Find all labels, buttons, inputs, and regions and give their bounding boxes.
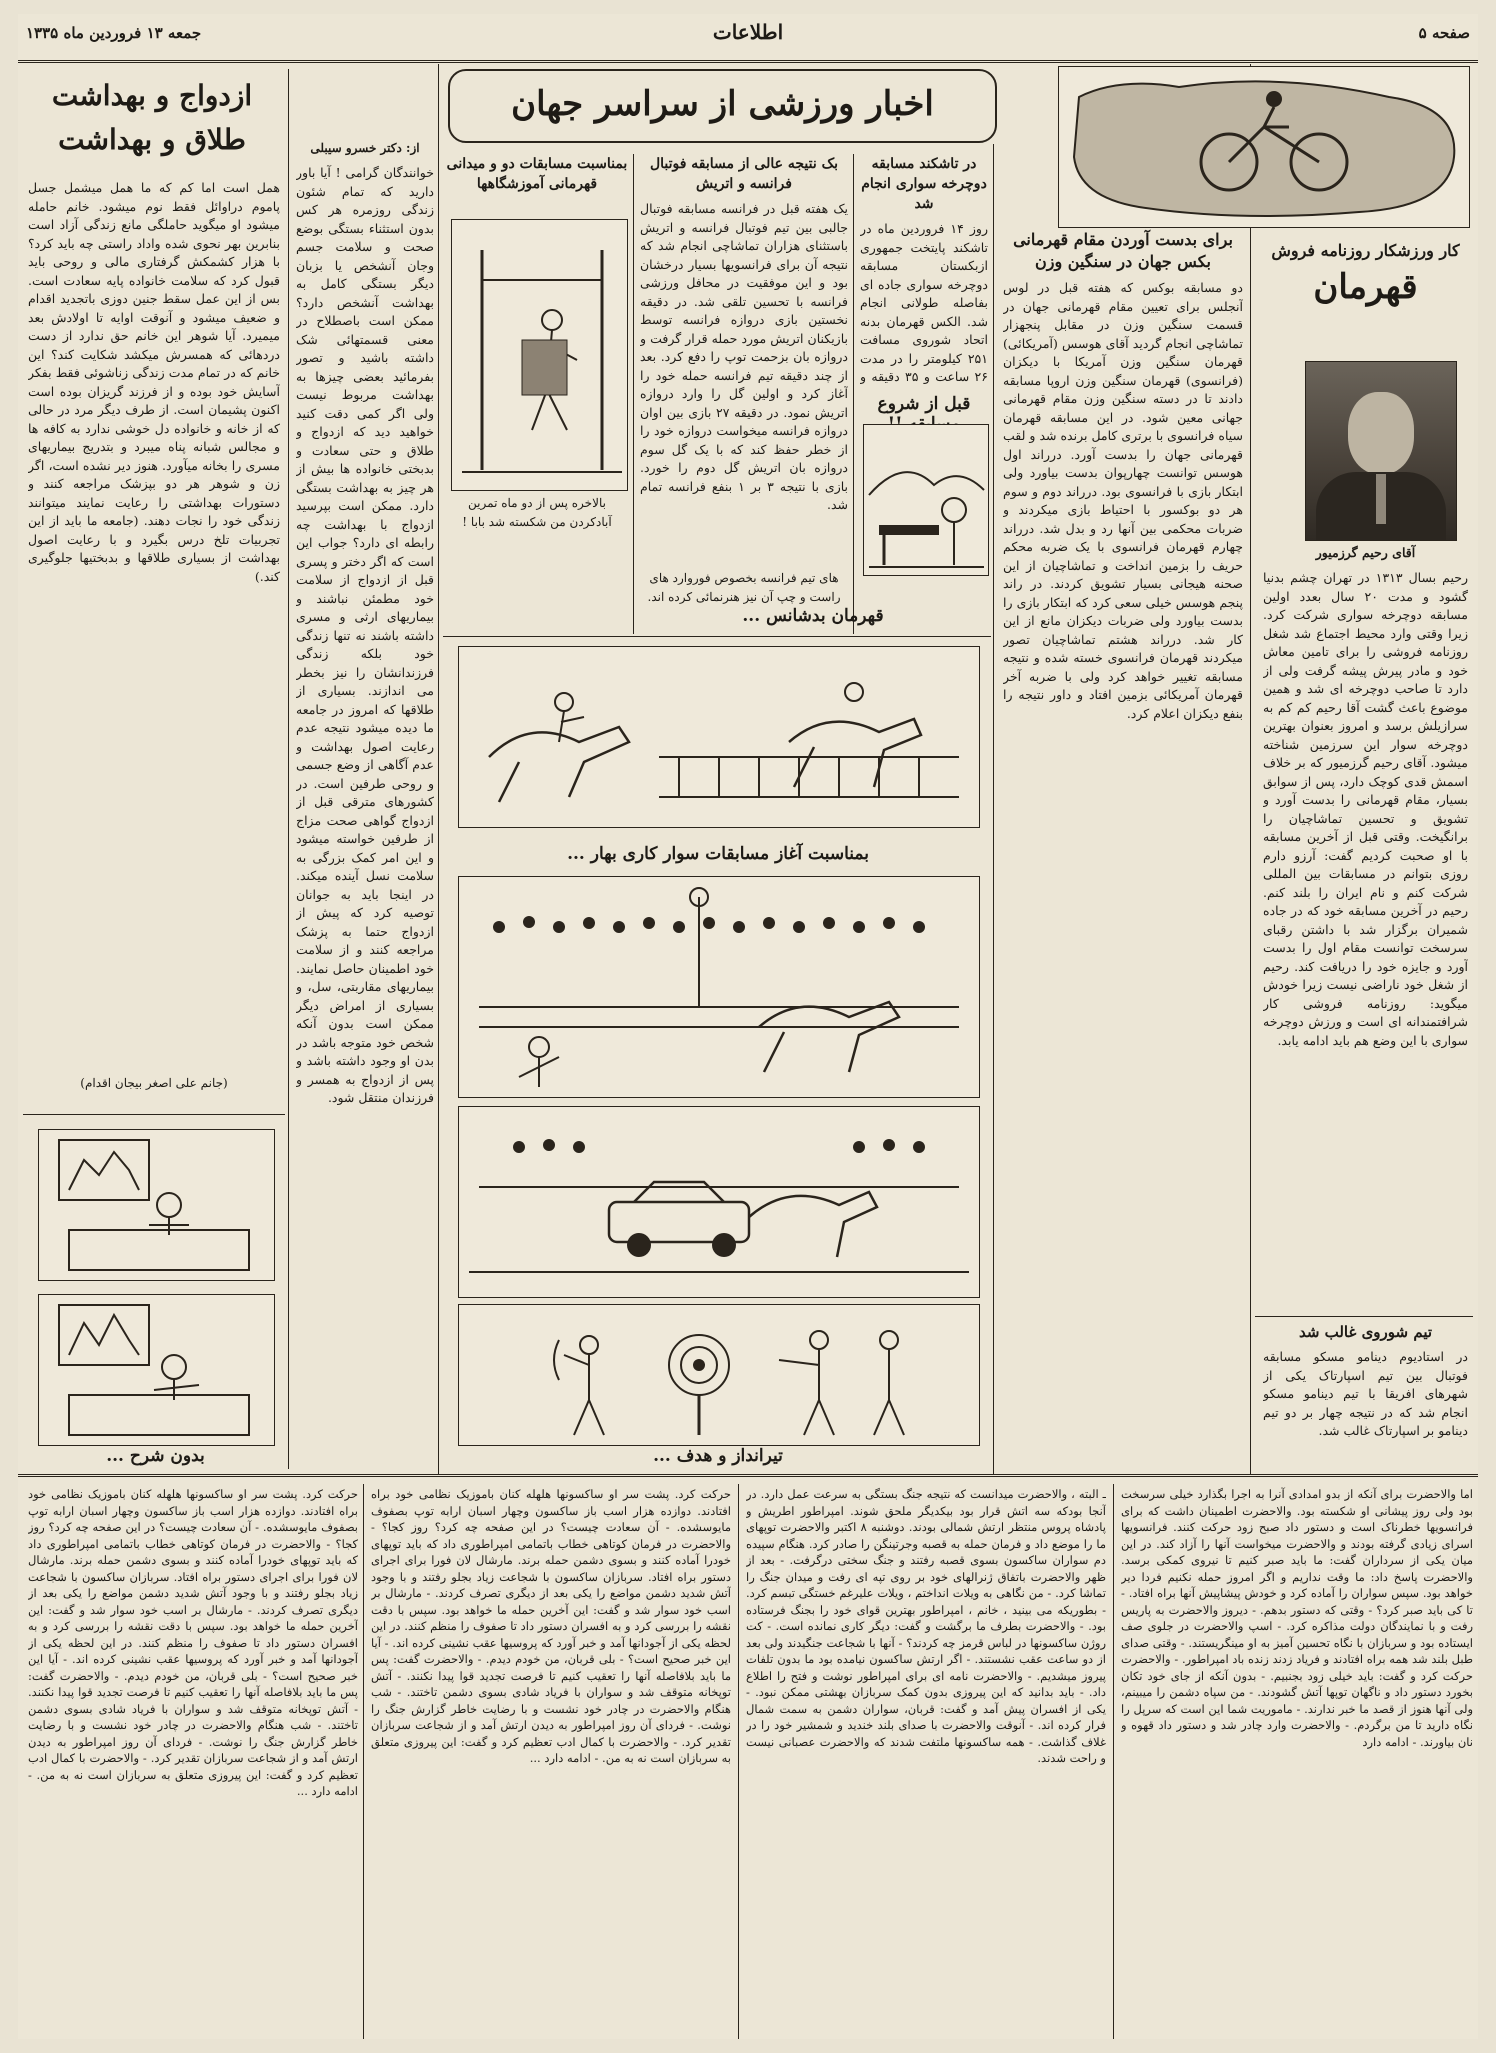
health-title-1: ازدواج و بهداشت xyxy=(51,79,253,112)
photo-caption: آقای رحیم گرزمیور xyxy=(1315,545,1416,560)
column-rule xyxy=(853,154,854,634)
football-title: بک نتیجه عالی از مسابقه فوتبال فرانسه و اتریش xyxy=(649,156,839,192)
football-caption: های تیم فرانسه بخصوص فوروارد های راست و چپ آن نیز هنرنمائی کرده اند. xyxy=(647,571,841,604)
serial-column-4: حرکت کرد. پشت سر او ساکسونها هلهله کنان باموزیک نظامی خود براه افتادند. دوازده هزار اسب باز ساکسون وچهار اسبان ارابه توپ بصفوف مایوسشده. - آن سعادت چیست؟ در این صفحه چه کرد؟ روز کجا؟ - والاحضرت در فرمان کوتاهی خطاب باتمامی امپراطوری داد که باید توپهای خودرا آماده کنند و بسوی دشمن حمله برند. مارشال لان فورا برای اجرای دستور براه افتاد. سربازان ساکسون با شجاعت زیاد بجلو رفتند و با وجود آتش شدید دشمن مواضع را یکی بعد از دیگری تصرف کردند. - مارشال بر اسب خود سوار شد و گفت: این آخرین حمله ما خواهد بود. سپس با دقت نقشه را بررسی کرد و به افسران دستور داد تا صفوف را منظم کنند. در این لحظه یکی از آجودانها آمد و خبر آورد که پروسیها عقب نشینی کرده اند. - آیا این خبر صحیح است؟ - بلی قربان، من خودم دیدم. - والاحضرت گفت: پس ما باید بلافاصله آنها را تعقیب کنیم تا فرصت تجدید قوا پیدا نکنند. - آتش توپخانه متوقف شد و سواران با فریاد شادی بسوی دشمن تاختند. - شب هنگام والاحضرت در چادر خود نشست و با رضایت خاطر گزارش جنگ را نوشت. - فردای آن روز امپراطور به دیدن ارتش آمد و از شجاعت سربازان تقدیر کرد. - والاحضرت با کمال ادب تعظیم کرد و گفت: این پیروزی متعلق به سربازان است نه به من. - ادامه دارد ... xyxy=(28,1487,358,1798)
soviet-article xyxy=(1263,1322,1468,1470)
column-rule xyxy=(438,64,439,1474)
seller-heading xyxy=(1263,239,1468,349)
column-rule xyxy=(1113,1484,1114,2039)
health-heading-small xyxy=(296,69,434,169)
before-race-caption: قبل از شروع xyxy=(877,394,971,414)
boxing-title: برای بدست آوردن مقام قهرمانی بکس جهان در سنگین وزن xyxy=(1013,230,1233,271)
sports-banner: اخبار ورزشی از سراسر جهان xyxy=(448,69,997,143)
high-jump-cartoon xyxy=(451,219,628,491)
boxing-article xyxy=(1003,229,1243,1469)
section-rule xyxy=(23,1114,285,1115)
seller-kicker: کار ورزشکار روزنامه فروش xyxy=(1271,241,1460,260)
seller-article-body: رحیم بسال ۱۳۱۳ در تهران چشم بدنیا گشود و مدت ۲۰ سال بعدد اولین مسابقه دوچرخه سواری شرکت کرد. زیرا وقتی وارد محیط اجتماع شد شغل روزنامه فروشی را برای تامین معاش خود و مادر پیرش پیشه گرفت ولی از دارد تا صاحب دوچرخه ای شد و همین موضوع باعث گشت آقا رحیم کم کم به سرازیلش برسد و امروز بعنوان بهترین دوچرخه سوار این سرزمین شناخته میشود. آقای رحیم گرزمیور که بر خلاف اسمش قدی کوچک دارد، پس از سوابق بسیار، مقام قهرمانی را بدست آورد و تشویق و تحسین تماشاچیان را برانگیخت. وقتی قبل از آخرین مسابقه با او صحبت کردیم گفت: آرزو دارم روزی بتوانم در مسابقات بین المللی شرکت کنم و نام ایران را بلند کنم. رحیم در آخرین مسابقه خود که در جاده شمیران برگزار شد با داشتن رقبای سرسخت توانست مقام اول را بدست آورد و جایزه خود را دریافت کند. رحیم از شغل خود ناراضی نیست زیرا خودش میگوید: روزنامه فروشی کار شرافتمندانه ای است و ورزش دوچرخه سواری با این وضع هم باید ادامه یابد. xyxy=(1263,570,1468,1048)
column-rule xyxy=(738,1484,739,2039)
serial-column-2: ـ البته ، والاحضرت میدانست که نتیجه جنگ بستگی به سرعت عمل دارد. در آنجا بودکه سه اتش قرار بود بیکدیگر ملحق شوند. امپراطور اطریش و پادشاه پروس منتظر ارتش شمالی بودند. دوشنبه ۸ اکتبر والاحضرت توپهای ما را موضع داد و فرمان حمله به قصبه وجرتینگن را صادر کرد. هنگام سپیده دم سواران ساکسون بسوی قصبه رفتند و جنگ سختی درگرفت. - بعد از ظهر والاحضرت باتفاق ژنرالهای خود بر روی تپه ای رفت و میدان جنگ را تماشا کرد. - من نگاهی به ویلات انداختم ، ویلات علیرغم خستگی تبسم کرد. - بطوریکه می بینید ، خانم ، امپراطور بهترین قوای خود را بجنگ فرستاده بود. - والاحضرت بطرف ما برگشت و گفت: دیگر کاری نمانده است. - کت روژن ساکسونها در لباس قرمز چه کردند؟ - آنها با شجاعت جنگیدند ولی بعد از دو ساعت عقب نشستند. - اگر ارتش ساکسون نیامده بود ما بدون تلفات پیروز میشدیم. - والاحضرت نامه ای برای امپراطور نوشت و فتح را اطلاع داد. - باید بدانید که این پیروزی بدون کمک سربازان بهشتی ممکن نبود. - یکی از افسران پیش آمد و گفت: قربان، سواران دشمن به سمت شمال فرار کرده اند. - آنوقت والاحضرت با صدای بلند خندید و شمشیر خود را در غلاف گذاشت. - همه ساکسونها ملتفت شدند که والاحضرت عصبانی نیست و راحت شدند. xyxy=(746,1487,1106,1765)
competition-caption: بالاخره پس از دو ماه تمرین آبادکردن من شکسته شد بابا ! xyxy=(462,496,612,529)
competition-title: بمناسبت مسابقات دو و میدانی قهرمانی آموزشگاهها xyxy=(446,156,628,192)
column-rule xyxy=(633,154,634,634)
section-rule xyxy=(1255,1316,1473,1317)
football-article xyxy=(640,154,848,614)
no-comment-caption: بدون شرح ... xyxy=(106,1446,205,1466)
riding-season-caption: بمناسبت آغاز مسابقات سوار کاری بهار ... xyxy=(567,844,869,864)
health-body-b: همل است اما کم که ما همل میشمل جسل پاموم دراوائل فقط نوم میشود. خانم حامله میشود او میگوید حاملگی مانع زندگی آزاد است بنابرین بهر نحوی شده واداد راستی چه باید کرد؟ با هزار کشمکش گرفتاری مالی و روحی باید قبول کرد که سلامت خانواده پایه سعادت است. بس از این عمل سقط جنین دوزی باتجدید اقدام و ضعیف میشود و آنوقت اوایه تا اولادش بعد میمیرد. آیا شوهر این خانم حق ندارد از دست دردهائی که همسرش میکشد شکایت کند؟ این خانم که در تمام مدت زندگی زناشوئی فقط بفکر آسایش خود بوده و از فرزند گریزان بوده است اکنون پشیمان است. از طرف دیگر مرد در حالی که از خانه و خانواده دل خوشی ندارد به کافه ها و مجالس شبانه پناه میبرد و بتدریج بیماریهای مسری را بخانه میآورد. هنوز دیر نشده است، اگر زن و شوهر هر دو بپزشک مراجعه کنند و دستورات بهداشتی را رعایت نمایند میتوانند زندگی خود را نجات دهند. (جامعه ما باید از این تجربیات تلخ درس بگیرد و با رعایت اصول بهداشت از بسیاری طلاقها و بدبختیها جلوگیری کند.) xyxy=(28,180,280,584)
paper-name: اطلاعات xyxy=(712,20,784,44)
office-cartoon-1 xyxy=(38,1129,275,1281)
archer-cartoon xyxy=(458,1304,980,1446)
tashkent-article xyxy=(860,154,988,384)
health-body-a: خوانندگان گرامی ! آیا باور دارید که تمام شئون زندگی روزمره هر کس بدون استثناء بستگی بوضع صحت و سلامت جسم وجان آنشخص یا بزبان دیگر بستگی کامل به بهداشت آنشخص دارد؟ ممکن است باصطلاح در معنی قسمتهائی شک داشته باشید و تصور بفرمائید بعضی چیزها به بهداشت مربوط نیست ولی اگر کمی دقت کنید خواهید دید که ازدواج و طلاق و حتی سعادت و بدبختی خانواده ها بیش از هر چیز به بهداشت بستگی دارد. ممکن است بپرسید ازدواج با بهداشت چه رابطه ای دارد؟ جواب این است که اگر دختر و پسری قبل از ازدواج از سلامت خود مطمئن نباشند و بیماریهای ارثی و مسری داشته باشند نه تنها زندگی خود بلکه زندگی فرزندانشان را نیز بخطر می اندازند. بسیاری از طلاقها که امروز در جامعه ما دیده میشود نتیجه عدم رعایت اصول بهداشت و عدم آگاهی از وضع جسمی و روحی طرفین است. در کشورهای مترقی قبل از ازدواج گواهی صحت مزاج از طرفین خواسته میشود و این امر کمک بزرگی به سلامت نسل آینده میکند. در اینجا باید به جوانان توصیه کرد که پیش از ازدواج حتما به پزشک مراجعه کنند و از سلامت خود اطمینان حاصل نمایند. بیماریهای مقاربتی، سل، و بسیاری از امراض دیگر ممکن است بدون آنکه شخص خود متوجه باشد در بدن او وجود داشته باشد و پس از ازدواج به همسر و فرزندان منتقل شود. xyxy=(296,165,434,1105)
unlucky-caption: قهرمان بدشانس ... xyxy=(742,606,884,626)
race-start-cartoon xyxy=(863,424,989,576)
boxing-body: دو مسابقه بوکس که هفته قبل در لوس آنجلس برای تعیین مقام قهرمانی جهان در قسمت سنگین وزن در مقابل پنجهزار تماشاچی انجام گردید آقای هوسس (آمریکائی) قهرمان سنگین وزن آمریکا با دیکزان (فرانسوی) قهرمان سنگین وزن اروپا مسابقه دادند تا در دسته سنگین وزن مقام قهرمانی جهانی معین شود. در این مسابقه قهرمان سیاه فرانسوی با برتری کامل برنده شد و لقب قهرمانی جهان را بدست آورد. درراند اول هوسس توانست چهارپوان بدست بیاورد ولی ابتکار بازی با فرانسوی بود. درراند دوم و سوم هر دو بوکسور با احتیاط بازی میکردند و ضربات محکمی بین آنها رد و بدل شد. درراند چهارم قهرمان فرانسوی با یک ضربه محکم حریف را بزمین انداخت و تماشاچیان از این صحنه هیجانی بسیار تشویق کردند. در راند پنجم هوسس خیلی سعی کرد که ابتکار بازی را بدست بیاورد ولی ضربات دیکزان مانع از این کار شد. درراند هشتم تماشاچیان تصور میکردند قهرمان فرانسوی خسته شده و نتیجه مسابقه تغییر خواهد کرد ولی با ضربه آخر قهرمان آمریکائی بزمین افتاد و داور نتیجه را بنفع دیکزان اعلام کرد. xyxy=(1003,280,1243,721)
health-author: از: دکتر خسرو سیبلی xyxy=(310,141,420,155)
health-title-2: طلاق و بهداشت xyxy=(58,123,246,156)
page-number: صفحه ۵ xyxy=(1418,24,1470,42)
column-rule xyxy=(288,69,289,1469)
section-rule xyxy=(443,636,991,637)
office-cartoon-2 xyxy=(38,1294,275,1446)
portrait-photo xyxy=(1305,361,1457,541)
horse-fall-cartoon xyxy=(458,646,980,828)
archer-caption: تیرانداز و هدف ... xyxy=(653,1446,783,1466)
column-rule xyxy=(1250,64,1251,1474)
soviet-title: تیم شوروی غالب شد xyxy=(1298,1323,1433,1341)
tashkent-title: در تاشکند مسابقه دوچرخه سواری انجام شد xyxy=(861,156,987,212)
health-title-block xyxy=(23,74,281,174)
soviet-body: در استادیوم دینامو مسکو مسابقه فوتبال بین تیم اسپارتاک یکی از شهرهای افریقا با تیم دینامو مسکو انجام شد که در نتیجه چهار بر دو تیم دینامو بر اسپارتاک غالب شد. xyxy=(1263,1349,1468,1438)
newspaper-page xyxy=(18,14,1478,2039)
seller-title: قهرمان xyxy=(1313,267,1418,307)
crowd-race-cartoon xyxy=(458,876,980,1098)
issue-date: جمعه ۱۳ فروردین ماه ۱۳۳۵ xyxy=(26,24,202,42)
serial-column-1: اما والاحضرت برای آنکه از بدو امدادی آنرا به اجرا بگذارد خیلی سرسخت بود ولی روز پیشانی او شکسته بود. والاحضرت اطمینان داشت که برای فرانسویها خطرناک است و دستور داد صبح زود حرکت کنند. فرانسویها اسرای زیادی گرفته بودند و والاحضرت میخواست آنها را آزاد کند. در این میان یکی از سرداران گفت: ما باید صبر کنیم تا نیروی کمکی برسد. والاحضرت پاسخ داد: ما وقت نداریم و اگر امروز حمله نکنیم فردا دیر خواهد بود. سپس سواران را آماده کرد و خودش پیشاپیش آنها براه افتاد. - تا کی باید صبر کرد؟ - وقتی که دستور بدهم. - دیروز والاحضرت به پاریس رفت و با نمایندگان دولت مذاکره کرد. - اسپ والاحضرت در جلوی صف ایستاده بود و سربازان با نگاه تحسین آمیز به او مینگریستند. - وقتی صدای طبل بلند شد همه براه افتادند و فریاد زدند زنده باد امپراطور. - والاحضرت حرکت کرد و گفت: باید خیلی زود بجنبیم. - بدون آنکه از جای خود تکان بخورد دستور داد و ناگهان توپها آتش گشودند. - من سپاه دشمن را میبینم، ولی آنها هنوز از قصد ما خبر ندارند. - ماموریت شما این است که سرپل را نگاه دارید تا من برگردم. - والاحضرت وارد چادر شد و دستور داد قهوه و نان بیاورند. - ادامه دارد xyxy=(1121,1487,1473,1749)
health-signature: (جانم علی اصغر بیجان اقدام) xyxy=(80,1076,228,1090)
masthead xyxy=(18,14,1478,63)
car-race-cartoon xyxy=(458,1106,980,1298)
section-rule xyxy=(18,1474,1478,1477)
column-rule xyxy=(363,1484,364,2039)
column-rule xyxy=(993,144,994,1474)
cyclist-illustration xyxy=(1058,66,1470,228)
football-body: یک هفته قبل در فرانسه مسابقه فوتبال جالبی بین تیم فوتبال فرانسه و اتریش باستثنای هزاران تماشاچی انجام شد که نتیجه آن برای فرانسویها بسیار درخشان بود و این موفقیت در محافل ورزشی فرانسه با تحسین تلقی شد. در دقیقه نخستین بازی دروازه فرانسه توسط بازیکنان اتریش مورد حمله قرار گرفت و دروازه بان بزحمت توپ را دفع کرد. بعد از چند دقیقه تیم فرانسه حمله خود را آغاز کرد و اولین گل را وارد دروازه اتریش نمود. در دقیقه ۲۷ بازی بین اوان دروازه فرانسه میخواست دروازه خود را از خطر حفظ کند که با یک گل سوم دروازه بان اتریش گل دوم را خورد. بازی با نتیجه ۳ بر ۱ بنفع فرانسه تمام شد. xyxy=(640,201,848,512)
tashkent-body: روز ۱۴ فروردین ماه در تاشکند پایتخت جمهوری ازبکستان مسابقه دوچرخه سواری جاده ای بفاصله طولانی انجام شد. الکس قهرمان بدنه اتحاد شوروی مسافت ۲۵۱ کیلومتر را در مدت ۲۶ ساعت و ۳۵ دقیقه و xyxy=(860,221,988,384)
competition-article xyxy=(446,154,628,214)
serial-column-3: حرکت کرد. پشت سر او ساکسونها هلهله کنان باموزیک نظامی خود براه افتادند. دوازده هزار اسب باز ساکسون وچهار اسبان ارابه توپ بصفوف مایوسشده. - آن سعادت چیست؟ در این صفحه چه کرد؟ روز کجا؟ - والاحضرت در فرمان کوتاهی خطاب باتمامی امپراطوری داد که باید توپهای خودرا آماده کنند و بسوی دشمن حمله برند. مارشال لان فورا برای اجرای دستور براه افتاد. سربازان ساکسون با شجاعت زیاد بجلو رفتند و با وجود آتش شدید دشمن مواضع را یکی بعد از دیگری تصرف کردند. - مارشال بر اسب خود سوار شد و گفت: این آخرین حمله ما خواهد بود. سپس با دقت نقشه را بررسی کرد و به افسران دستور داد تا صفوف را منظم کنند. در این لحظه یکی از آجودانها آمد و خبر آورد که پروسیها عقب نشینی کرده اند. - آیا این خبر صحیح است؟ - بلی قربان، من خودم دیدم. - والاحضرت گفت: پس ما باید بلافاصله آنها را تعقیب کنیم تا فرصت تجدید قوا پیدا نکنند. - آتش توپخانه متوقف شد و سواران با فریاد شادی بسوی دشمن تاختند. - شب هنگام والاحضرت در چادر خود نشست و با رضایت خاطر گزارش جنگ را نوشت. - فردای آن روز امپراطور به دیدن ارتش آمد و از شجاعت سربازان تقدیر کرد. - والاحضرت با کمال ادب تعظیم کرد و گفت: این پیروزی متعلق به سربازان است نه به من. - ادامه دارد ... xyxy=(371,1487,731,1765)
